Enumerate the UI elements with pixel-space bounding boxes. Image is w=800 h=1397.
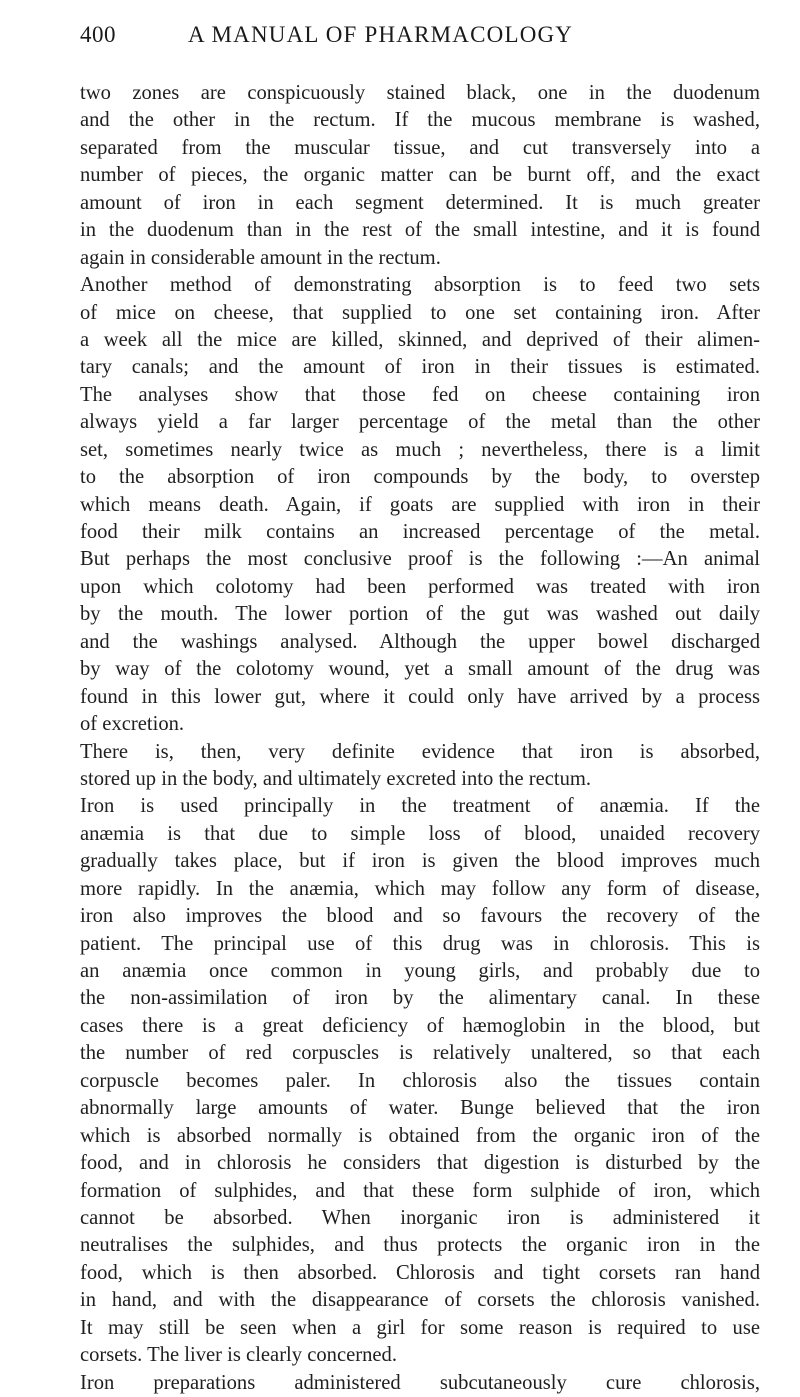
text-line: by way of the colotomy wound, yet a small amount of the drug was	[80, 658, 760, 681]
book-title: A MANUAL OF PHARMACOLOGY	[188, 22, 574, 47]
running-head	[80, 22, 760, 58]
text-line: in the duodenum than in the rest of the small intestine, and it is found	[80, 219, 760, 242]
text-line: to the absorption of iron compounds by the body, to overstep	[80, 466, 760, 489]
text-line: set, sometimes nearly twice as much ; nevertheless, there is a limit	[80, 438, 760, 461]
text-line: food, and in chlorosis he considers that digestion is disturbed by the	[80, 1152, 760, 1175]
text-line: upon which colotomy had been performed was treated with iron	[80, 575, 760, 598]
text-line: corpuscle becomes paler. In chlorosis also the tissues contain	[80, 1069, 760, 1092]
text-line: which is absorbed normally is obtained from the organic iron of the	[80, 1124, 760, 1147]
text-line: iron also improves the blood and so favours the recovery of the	[80, 905, 760, 928]
text-line: Another method of demonstrating absorption is to feed two sets	[80, 274, 760, 297]
text-line: cannot be absorbed. When inorganic iron is administered it	[80, 1206, 760, 1229]
text-line: which means death. Again, if goats are supplied with iron in their	[80, 493, 760, 516]
text-line: amount of iron in each segment determined. It is much greater	[80, 191, 760, 214]
text-line: gradually takes place, but if iron is given the blood improves much	[80, 850, 760, 873]
text-line: an anæmia once common in young girls, and probably due to	[80, 960, 760, 982]
text-line: separated from the muscular tissue, and cut transversely into a	[80, 136, 760, 159]
text-line: two zones are conspicuously stained black, one in the duodenum	[80, 82, 760, 104]
text-line: and the washings analysed. Although the upper bowel discharged	[80, 630, 760, 653]
text-line: It may still be seen when a girl for some reason is required to use	[80, 1316, 760, 1339]
text-line: tary canals; and the amount of iron in their tissues is estimated.	[80, 356, 760, 379]
text-line: formation of sulphides, and that these form sulphide of iron, which	[80, 1179, 760, 1202]
text-line: food their milk contains an increased percentage of the metal.	[80, 521, 760, 543]
text-line: patient. The principal use of this drug was in chlorosis. This is	[80, 932, 760, 955]
text-line: and the other in the rectum. If the mucous membrane is washed,	[80, 109, 760, 132]
text-line: anæmia is that due to simple loss of blood, unaided recovery	[80, 822, 760, 845]
text-line: in hand, and with the disappearance of corsets the chlorosis vanished.	[80, 1289, 760, 1312]
page-number: 400	[80, 22, 116, 47]
text-line: of mice on cheese, that supplied to one set containing iron. After	[80, 301, 760, 324]
text-line: neutralises the sulphides, and thus protects the organic iron in the	[80, 1234, 760, 1257]
text-line: corsets. The liver is clearly concerned.	[80, 1344, 397, 1367]
text-line: There is, then, very definite evidence that iron is absorbed,	[80, 740, 760, 763]
text-line: cases there is a great deficiency of hæmoglobin in the blood, but	[80, 1014, 760, 1037]
text-line: But perhaps the most conclusive proof is the following :—An animal	[80, 548, 760, 571]
text-line: always yield a far larger percentage of the metal than the other	[80, 411, 760, 434]
text-line: stored up in the body, and ultimately excreted into the rectum.	[80, 767, 592, 790]
text-line: number of pieces, the organic matter can be burnt off, and the exact	[80, 164, 760, 187]
text-line: a week all the mice are killed, skinned, and deprived of their alimen-	[80, 328, 760, 351]
text-line: by the mouth. The lower portion of the gut was washed out daily	[80, 603, 760, 626]
text-line: Iron preparations administered subcutaneously cure chlorosis,	[80, 1371, 760, 1394]
text-line: Iron is used principally in the treatment of anæmia. If the	[80, 795, 760, 818]
text-line: abnormally large amounts of water. Bunge believed that the iron	[80, 1097, 760, 1120]
text-line: again in considerable amount in the rectum.	[80, 246, 441, 269]
text-line: found in this lower gut, where it could only have arrived by a process	[80, 685, 760, 708]
text-line: more rapidly. In the anæmia, which may follow any form of disease,	[80, 877, 760, 900]
text-line: the number of red corpuscles is relatively unaltered, so that each	[80, 1042, 760, 1065]
body-text	[80, 80, 760, 1397]
text-line: the non-assimilation of iron by the alimentary canal. In these	[80, 987, 760, 1010]
text-line: of excretion.	[80, 713, 185, 736]
text-line: The analyses show that those fed on cheese containing iron	[80, 383, 760, 406]
text-line: food, which is then absorbed. Chlorosis and tight corsets ran hand	[80, 1261, 760, 1284]
